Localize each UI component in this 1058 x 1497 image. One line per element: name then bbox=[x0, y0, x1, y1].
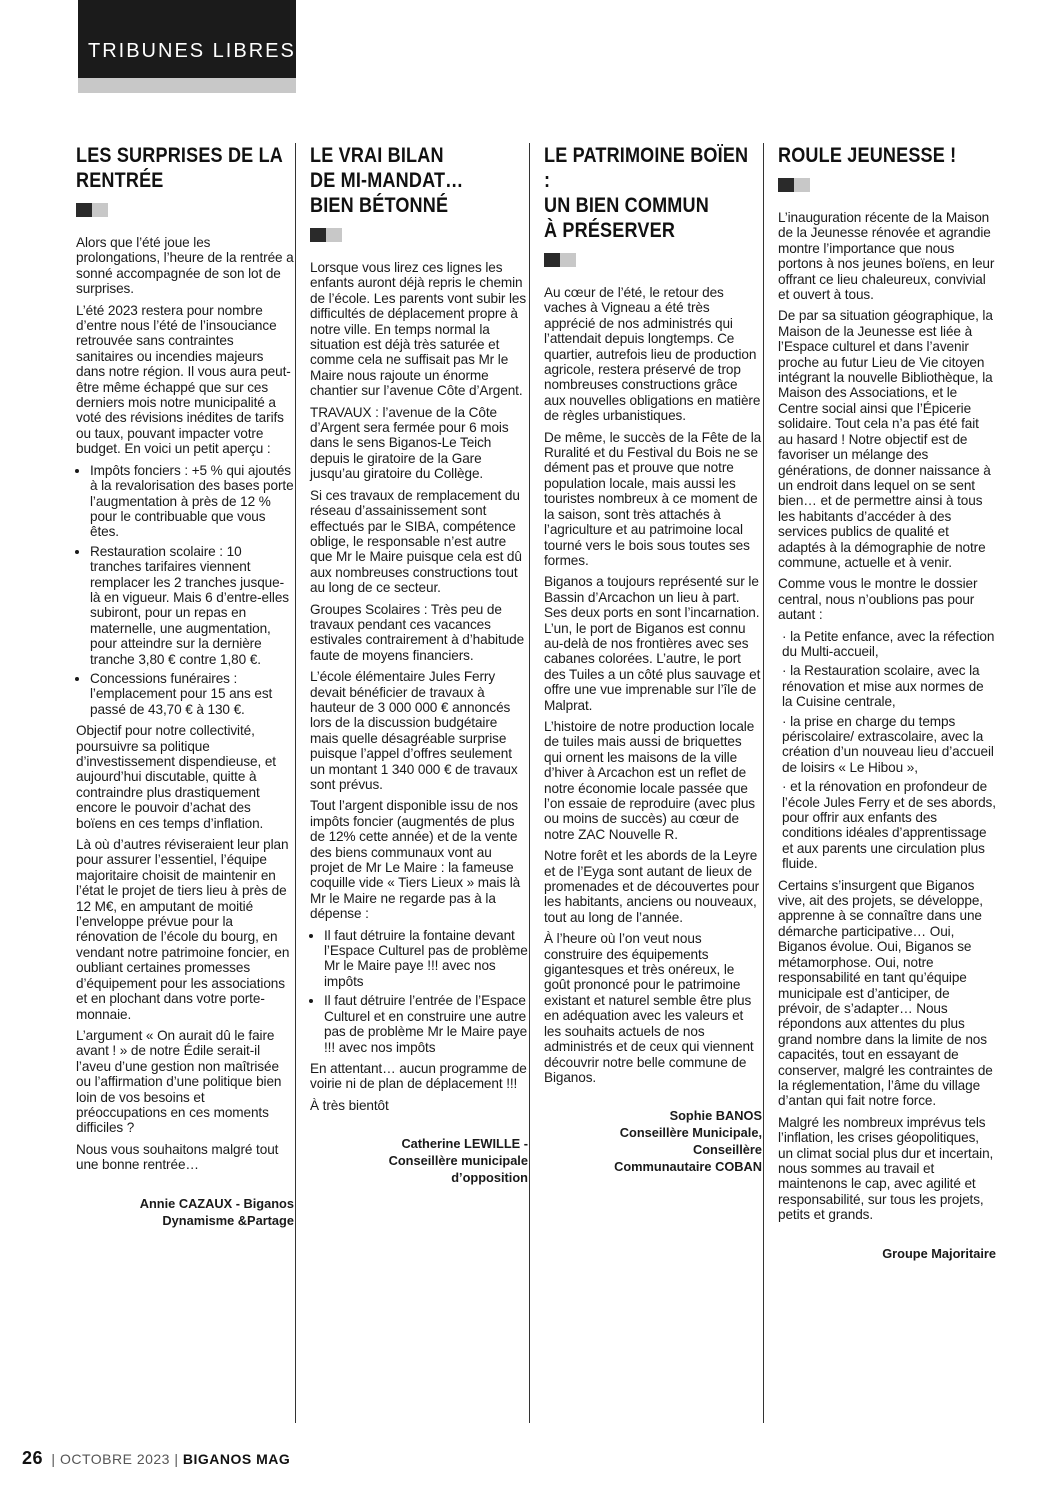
article-body bbox=[778, 210, 996, 1223]
paragraph: Notre forêt et les abords de la Leyre et de l’Eyga sont autant de lieux de promenades et de découvertes pour les habitants, anciens ou nouveaux, tout au long de l’année. bbox=[544, 848, 760, 925]
bullet-item: · la Petite enfance, avec la réfection du Multi-accueil, bbox=[782, 629, 996, 660]
paragraph: Au cœur de l’été, le retour des vaches à Vigneau a été très apprécié de nos administrés qui l’attendait depuis longtemps. Ce quartier, autrefois lieu de production agricole, restera préservé de trop nombreuses constructions grâce aux nouvelles obligations en matière de règles urbanistiques. bbox=[544, 285, 761, 424]
signature bbox=[310, 1135, 528, 1186]
article-title bbox=[778, 143, 993, 168]
paragraph: Objectif pour notre collectivité, poursuivre sa politique d’investissement dispendieuse, et aujourd’hui discutable, quitte à contraindre plus drastiquement encore le pouvoir d’achat des boïens en ces temps d’inflation. bbox=[76, 723, 276, 831]
square-light bbox=[92, 203, 108, 217]
column-tribune-1 bbox=[76, 143, 294, 1229]
paragraph: L’école élémentaire Jules Ferry devait bénéficier de travaux à hauteur de 3 000 000 € annoncés lors de la discussion budgétaire mais quelle désagréable surprise puisque l’appel d’offres seulement un montant 1 340 000 € de travaux sont prévus. bbox=[310, 669, 518, 792]
signature bbox=[544, 1107, 762, 1175]
signature-line: Conseillère bbox=[693, 1142, 762, 1158]
signature-line: Communautaire COBAN bbox=[614, 1159, 762, 1175]
paragraph: Certains s’insurgent que Biganos vive, ait des projets, se développe, apprenne à se connaître dans une démarche participative… Oui, Biganos évolue. Oui, Biganos se métamorphose. Oui, notre responsabilité en tant qu’équipe municipale est d’anticiper, de prévoir, de s’adapter… Nous répondons aux attentes du plus grand nombre dans la limite de nos capacités, tout en essayant de conserver, malgré les contraintes de la réglementation, l’âme du village d’antan qui fait notre force. bbox=[778, 877, 993, 1109]
square-light bbox=[326, 228, 342, 242]
paragraph: À l’heure où l’on veut nous construire des équipements gigantesques et très onéreux, le goût prononcé pour le patrimoine existant et naturel semble être plus en adéquation avec les valeurs et les souhaits actuels de nos administrés et de ceux qui viennent découvrir notre belle commune de Biganos. bbox=[544, 931, 754, 1085]
signature-line: Groupe Majoritaire bbox=[882, 1245, 996, 1261]
bullet-list bbox=[310, 928, 528, 1055]
bullet-item: • Impôts fonciers : +5 % qui ajoutés à la revalorisation des bases porte l’augmentation à près de 12 % pour le contribuable que vous êtes. bbox=[90, 463, 294, 540]
article-title-line: DE MI-MANDAT… bbox=[310, 169, 464, 192]
page-footer bbox=[22, 1448, 290, 1469]
paragraph: L’été 2023 restera pour nombre d’entre nous l’été de l’insouciance retrouvée sans contraintes sanitaires ou incendies majeurs dans notre région. Il vous aura peut-être même échappé que sur ces derniers mois notre municipalité a voté des révisions inédites de tarifs ou taux, pouvant impacter votre budget. En voici un petit aperçu : bbox=[76, 302, 291, 457]
paragraph: L’argument « On aurait dû le faire avant ! » de notre Édile serait-il l’aveu d’une gestion non maîtrisée ou l’affirmation d’une politique bien loin de vos besoins et préoccupations en ces moments difficiles ? bbox=[76, 1027, 282, 1136]
signature-line: d’opposition bbox=[451, 1170, 528, 1186]
paragraph: TRAVAUX : l’avenue de la Côte d’Argent sera fermée pour 6 mois dans le sens Biganos-Le Teich depuis le giratoire de la Gare jusqu’au giratoire du Collège. bbox=[310, 404, 509, 482]
paragraph: Là où d’autres réviseraient leur plan pour assurer l’essentiel, l’équipe majoritaire choisit de maintenir en l’état le projet de tiers lieu à près de 12 M€, en amputant de moitié l’enveloppe prévue pour la rénovation de l’école du bourg, en vendant notre patrimoine foncier, en oubliant certaines promesses d’équipement pour les associations et en plochant dans votre porte-monnaie. bbox=[76, 837, 290, 1022]
article-title-line: BIEN BÉTONNÉ bbox=[310, 194, 449, 217]
section-title: TRIBUNES LIBRES bbox=[88, 40, 296, 62]
bullet-item: · et la rénovation en profondeur de l’école Jules Ferry et de ses abords, pour offrir aux enfants des conditions idéales d’apprentissage et aux parents une circulation plus fluide. bbox=[782, 779, 996, 871]
paragraph: De par sa situation géographique, la Maison de la Jeunesse est liée à l’Espace culturel et dans l’avenir proche au futur Lieu de Vie citoyen intégrant la nouvelle Bibliothèque, la Maison des Associations, et le Centre social ainsi que l’Épicerie solidaire. Tout cela n’a pas été fait au hasard ! Notre objectif est de favoriser un mélange des générations, de donner naissance à un endroit dans lequel on se sent bien… et de permettre ainsi à tous les habitants d’accéder à des services publics de qualité et adaptés à la démographie de notre commune, actuelle et à venir. bbox=[778, 308, 993, 570]
article-title-line: À PRÉSERVER bbox=[544, 219, 676, 242]
title-square-marks bbox=[544, 253, 762, 267]
bullet-list bbox=[778, 629, 996, 872]
article-title bbox=[76, 143, 291, 193]
paragraph: L’inauguration récente de la Maison de la Jeunesse rénovée et agrandie montre l’importance que nous portons à nos jeunes boïens, en leur offrant ce lieu chaleureux, convivial et ouvert à tous. bbox=[778, 210, 995, 303]
paragraph: Nous vous souhaitons malgré tout une bonne rentrée… bbox=[76, 1141, 279, 1173]
square-light bbox=[560, 253, 576, 267]
paragraph: Malgré les nombreux imprévus tels l’inflation, les crises géopolitiques, un climat social plus dur et incertain, nous sommes au travail et maintenons le cap, avec agilité et responsabilité, sur tous les projets, petits et grands. bbox=[778, 1114, 994, 1223]
column-tribune-2 bbox=[310, 143, 528, 1186]
article-body bbox=[310, 260, 528, 1113]
article-title-line: LES SURPRISES DE LA bbox=[76, 144, 283, 167]
signature-line: Sophie BANOS bbox=[669, 1108, 762, 1124]
bullet-item: • Restauration scolaire : 10 tranches tarifaires viennent remplacer les 2 tranches jusque-là en vigueur. Mais 6 d’entre-elles subiront, pour un repas en maternelle, une augmentation, pour atteindre sur la dernière tranche 3,80 € contre 1,80 €. bbox=[90, 544, 294, 667]
article-title bbox=[310, 143, 525, 218]
signature-line: Annie CAZAUX - Biganos bbox=[139, 1195, 294, 1211]
column-divider bbox=[763, 143, 764, 1423]
article-body bbox=[76, 235, 294, 1173]
bullet-item: • Concessions funéraires : l’emplacement pour 15 ans est passé de 43,70 € à 130 €. bbox=[90, 671, 294, 717]
signature-line: Conseillère municipale bbox=[388, 1153, 528, 1169]
title-square-marks bbox=[310, 228, 528, 242]
square-dark bbox=[76, 203, 92, 217]
signature-line: Conseillère Municipale, bbox=[619, 1125, 762, 1141]
article-title-line: LE VRAI BILAN bbox=[310, 144, 444, 167]
footer-separator: | bbox=[51, 1451, 56, 1467]
paragraph: En attentant… aucun programme de voirie ni de plan de déplacement !!! bbox=[310, 1060, 527, 1092]
article-title-line: RENTRÉE bbox=[76, 169, 164, 192]
article-title-line: LE PATRIMOINE BOÏEN : bbox=[544, 144, 749, 192]
bullet-item: • Il faut détruire la fontaine devant l’Espace Culturel pas de problème Mr le Maire paye !!! avec nos impôts bbox=[324, 928, 528, 990]
signature bbox=[778, 1245, 996, 1262]
footer-date: OCTOBRE 2023 bbox=[59, 1451, 170, 1467]
square-dark bbox=[310, 228, 326, 242]
square-dark bbox=[778, 178, 794, 192]
paragraph: L’histoire de notre production locale de tuiles mais aussi de briquettes qui ornent les maisons de la ville d’hiver à Arcachon est un reflet de notre économie locale passée que l’on essaie de reproduire (avec plus ou moins de succès) au cœur de notre ZAC Nouvelle R. bbox=[544, 718, 755, 842]
column-divider bbox=[295, 143, 296, 1423]
title-square-marks bbox=[778, 178, 996, 192]
paragraph: Lorsque vous lirez ces lignes les enfants auront déjà repris le chemin de l’école. Les parents vont subir les difficultés de déplacement propre à notre ville. En temps normal la situation est déjà très saturée et comme cela ne suffisait pas Mr le Maire nous rajoute un énorme chantier sur l’avenue Côte d’Argent. bbox=[310, 260, 527, 399]
paragraph: De même, le succès de la Fête de la Ruralité et du Festival du Bois ne se dément pas et prouve que notre population locale, mais aussi les touristes nombreux à ce moment de la saison, sont très attachés à l’agriculture et au patrimoine local tourné vers le bois sous toutes ses formes. bbox=[544, 429, 762, 568]
paragraph: Tout l’argent disponible issu de nos impôts foncier (augmentés de plus de 12% cette année) et de la vente des biens communaux vont au projet de Mr Le Maire : la fameuse coquille vide « Tiers Lieux » mais là Mr le Maire ne regarde pas à la dépense : bbox=[310, 798, 521, 922]
paragraph: Alors que l’été joue les prolongations, l’heure de la rentrée a sonné accompagnée de son lot de surprises. bbox=[76, 235, 294, 297]
title-square-marks bbox=[76, 203, 294, 217]
bullet-item: · la prise en charge du temps périscolaire/ extrascolaire, avec la création d’un nouveau lieu d’accueil de loisirs « Le Hibou », bbox=[782, 714, 996, 776]
footer-magazine: BIGANOS MAG bbox=[182, 1451, 291, 1467]
square-light bbox=[794, 178, 810, 192]
footer-separator: | bbox=[174, 1451, 179, 1467]
article-title-line: UN BIEN COMMUN bbox=[544, 194, 709, 217]
article-body bbox=[544, 285, 762, 1085]
column-tribune-4 bbox=[778, 143, 996, 1262]
section-header-gray-strip bbox=[78, 78, 296, 93]
signature-line: Dynamisme &Partage bbox=[162, 1212, 294, 1228]
page-number: 26 bbox=[22, 1448, 44, 1468]
square-dark bbox=[544, 253, 560, 267]
bullet-item: • Il faut détruire l’entrée de l’Espace Culturel et en construire une autre pas de problème Mr le Maire paye !!! avec nos impôts bbox=[324, 993, 528, 1055]
paragraph: Biganos a toujours représenté sur le Bassin d’Arcachon un lieu à part. Ses deux ports en sont l’incarnation. L’un, le port de Biganos est connu au-delà de nos frontières avec ses cabanes colorées. L’autre, le port des Tuiles a un côté plus sauvage et offre une vue imprenable sur l’île de Malprat. bbox=[544, 574, 761, 713]
paragraph: Si ces travaux de remplacement du réseau d’assainissement sont effectués par le SIBA, compétence oblige, le responsable n’est autre que Mr le Maire puisque cela est dû aux nombreuses constructions tout au long de ce secteur. bbox=[310, 487, 522, 596]
article-title bbox=[544, 143, 759, 243]
bullet-item: · la Restauration scolaire, avec la rénovation et mise aux normes de la Cuisine centrale, bbox=[782, 663, 996, 709]
section-header-band bbox=[78, 0, 296, 78]
signature bbox=[76, 1195, 294, 1229]
paragraph: À très bientôt bbox=[310, 1097, 389, 1113]
signature-line: Catherine LEWILLE - bbox=[401, 1136, 528, 1152]
column-tribune-3 bbox=[544, 143, 762, 1175]
bullet-list bbox=[76, 463, 294, 718]
paragraph: Groupes Scolaires : Très peu de travaux pendant ces vacances estivales contrairement à d’habitude faute de moyens financiers. bbox=[310, 601, 525, 663]
paragraph: Comme vous le montre le dossier central, nous n’oublions pas pour autant : bbox=[778, 576, 978, 623]
article-title-line: ROULE JEUNESSE ! bbox=[778, 144, 957, 167]
column-divider bbox=[529, 143, 530, 1423]
